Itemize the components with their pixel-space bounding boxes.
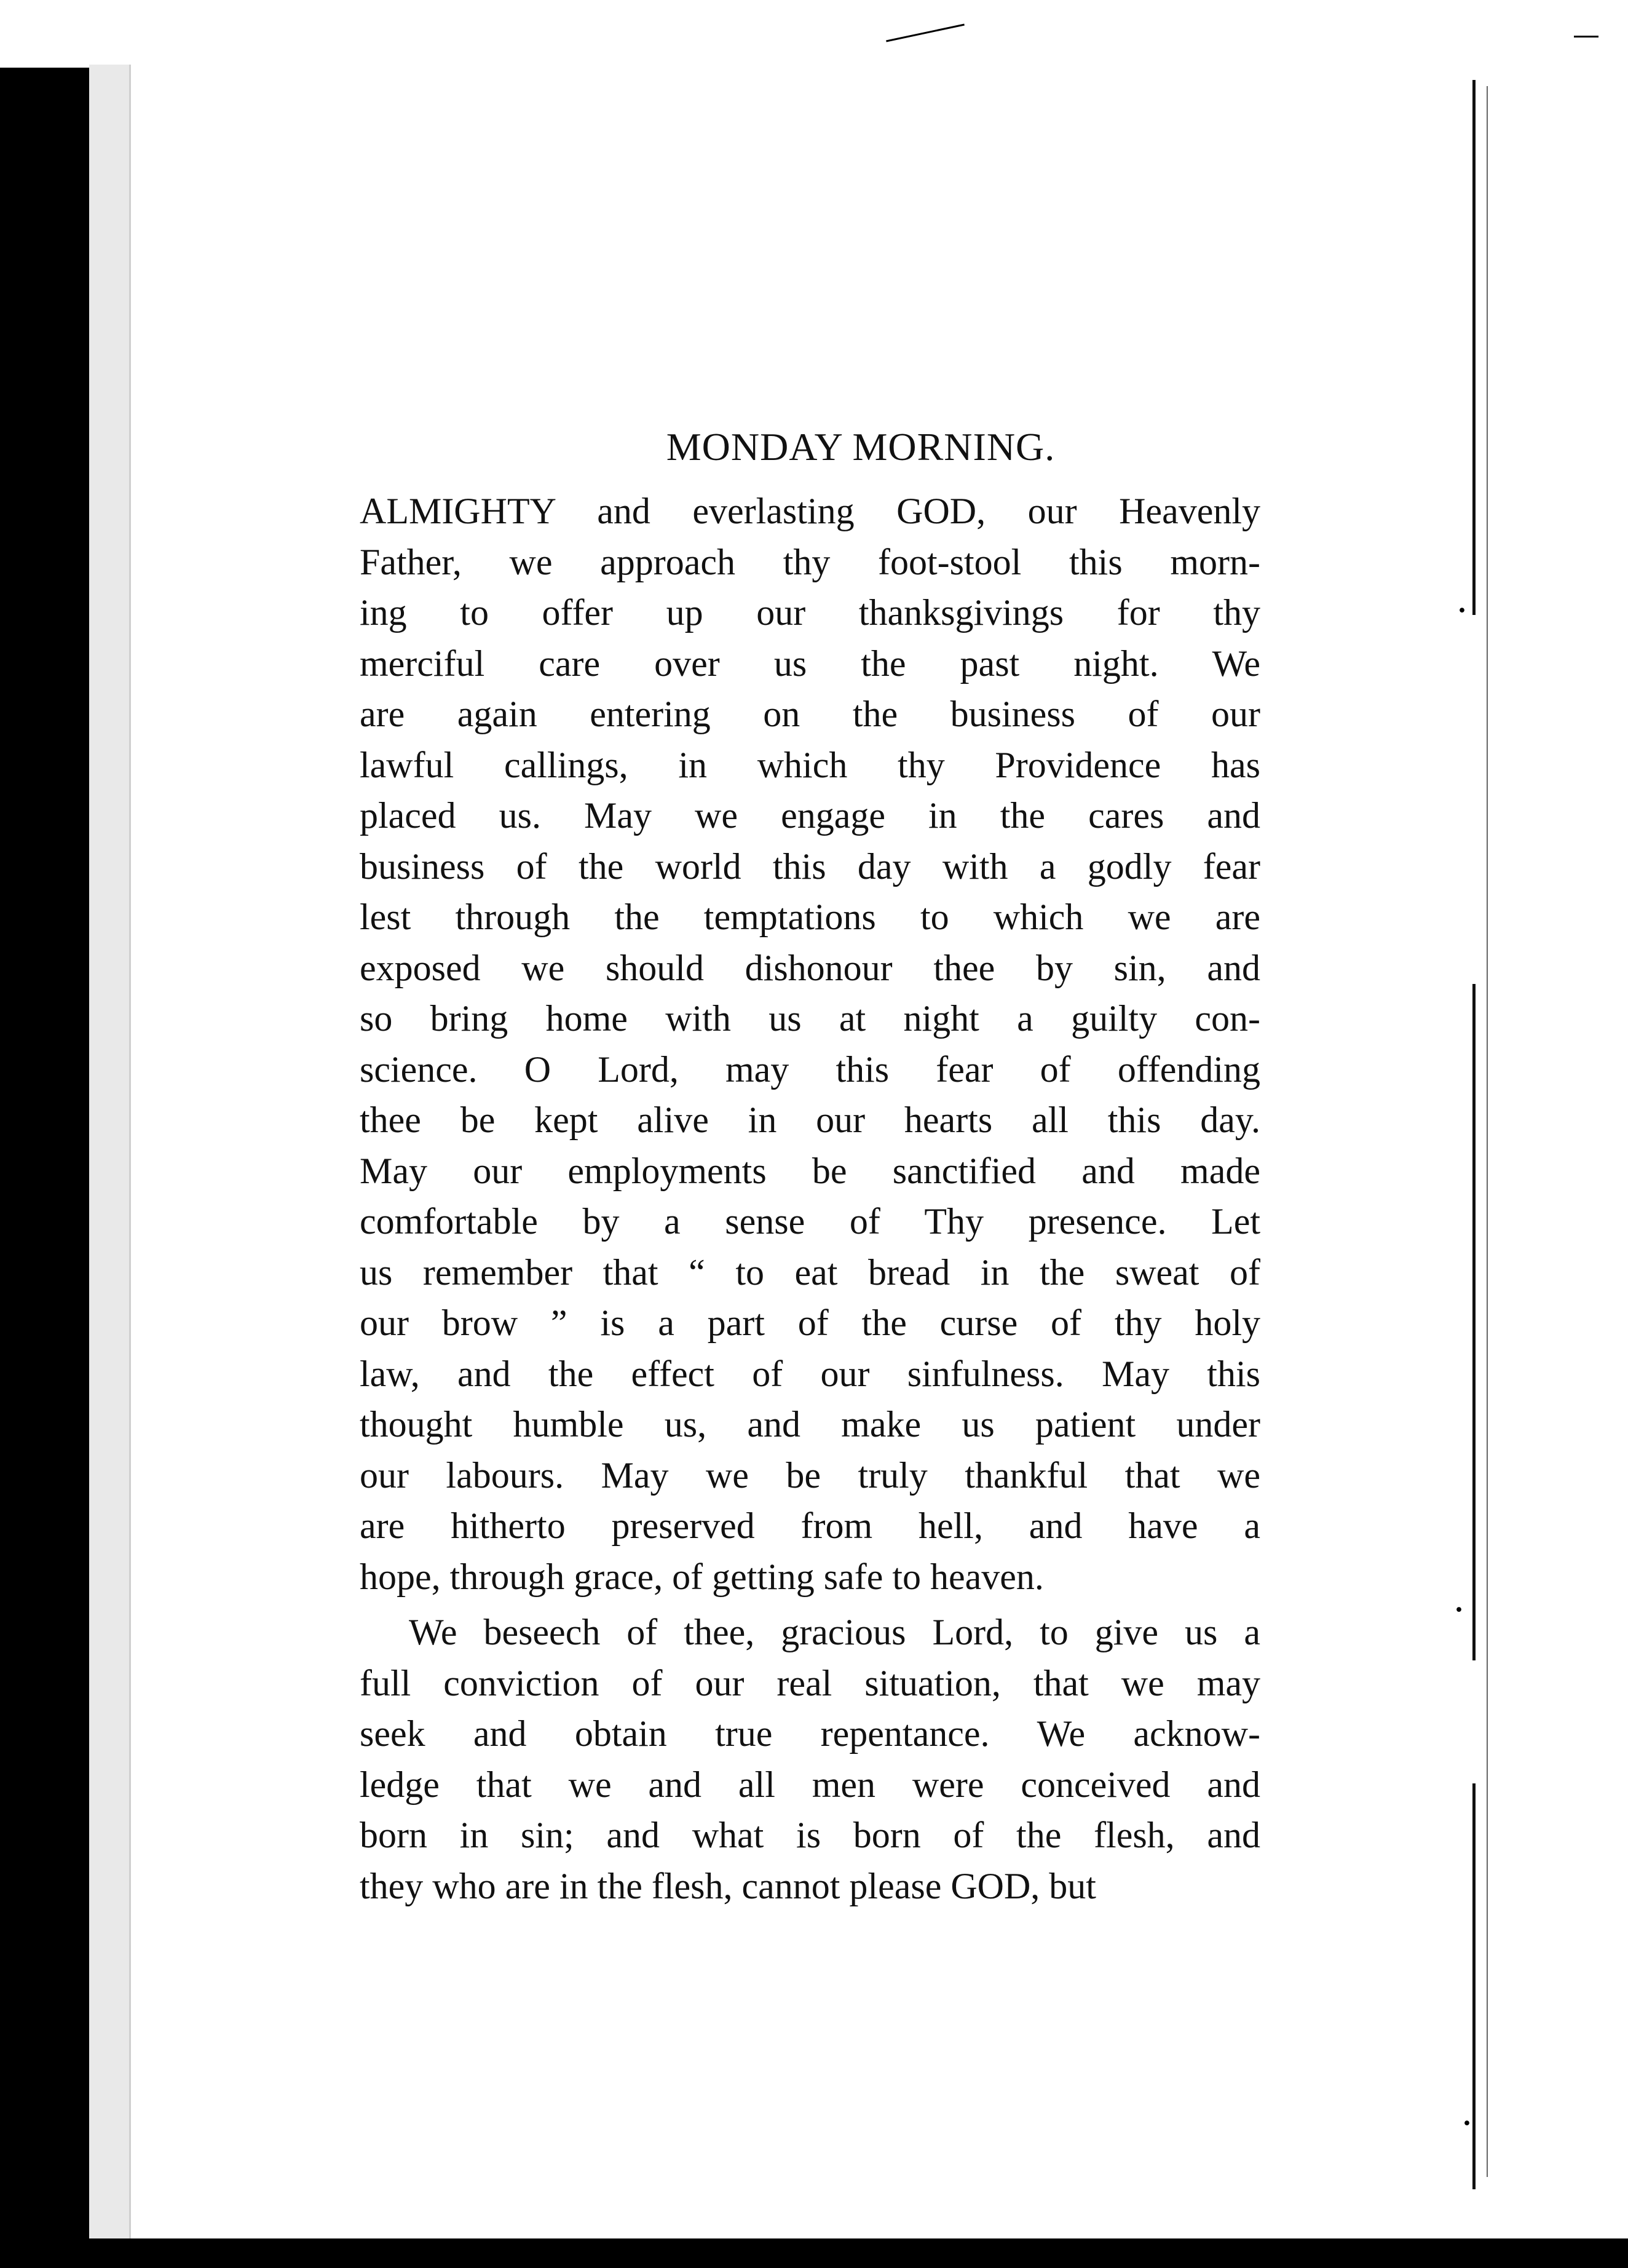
bleed-through-mark: ·	[1454, 1593, 1464, 1626]
text-line: our labours. May we be truly thankful that we	[360, 1454, 1260, 1496]
page-edge-line-thin	[1487, 86, 1488, 2177]
text-line: placed us. May we engage in the cares and	[360, 795, 1260, 836]
page-title: MONDAY MORNING.	[666, 425, 1056, 469]
paragraph	[360, 1607, 1260, 1911]
text-line: Father, we approach thy foot-stool this morn-	[360, 541, 1260, 582]
text-line: lest through the temptations to which we are	[360, 897, 1260, 937]
text-line: ing to offer up our thanksgivings for thy	[360, 592, 1260, 633]
text-line: born in sin; and what is born of the flesh, and	[360, 1815, 1260, 1855]
text-line: thee be kept alive in our hearts all this day.	[360, 1100, 1260, 1140]
page-edge-gap	[1472, 615, 1476, 984]
bleed-through-mark: ·	[1462, 2107, 1472, 2139]
text-line: law, and the effect of our sinfulness. May this	[360, 1353, 1260, 1394]
text-line: us remember that “ to eat bread in the sweat of	[360, 1251, 1260, 1293]
margin-speck: ·	[74, 1510, 81, 1530]
text-line: full conviction of our real situation, that we may	[360, 1662, 1260, 1703]
text-line: they who are in the flesh, cannot please GOD, but	[360, 1865, 1096, 1906]
text-line: comfortable by a sense of Thy presence. Let	[360, 1201, 1260, 1242]
scan-background-top	[0, 0, 1628, 68]
page-edge-gap	[1472, 1660, 1476, 1783]
page-edge-line	[1472, 80, 1476, 2189]
bleed-through-mark: ·	[1457, 594, 1468, 627]
text-line: hope, through grace, of getting safe to heaven.	[360, 1556, 1044, 1597]
text-line: May our employments be sanctified and made	[360, 1150, 1260, 1191]
text-line: ledge that we and all men were conceived and	[360, 1764, 1260, 1805]
adjacent-page-edge	[1466, 65, 1628, 2238]
text-line: our brow ” is a part of the curse of thy holy	[360, 1303, 1260, 1343]
scan-mark	[1574, 36, 1598, 38]
text-line: We beseech of thee, gracious Lord, to give us a	[409, 1612, 1260, 1652]
text-line: ALMIGHTY and everlasting GOD, our Heavenly	[360, 491, 1260, 531]
text-line: lawful callings, in which thy Providence has	[360, 744, 1260, 785]
text-line: are again entering on the business of our	[360, 694, 1260, 734]
text-line: science. O Lord, may this fear of offending	[360, 1049, 1260, 1090]
text-line: business of the world this day with a godly fear	[360, 846, 1260, 887]
text-line: are hitherto preserved from hell, and have a	[360, 1505, 1260, 1546]
text-line: seek and obtain true repentance. We acknow-	[360, 1713, 1260, 1754]
text-line: exposed we should dishonour thee by sin, and	[360, 947, 1260, 988]
text-line: so bring home with us at night a guilty con-	[360, 998, 1260, 1039]
text-line: thought humble us, and make us patient under	[360, 1404, 1260, 1445]
page-gutter	[89, 65, 131, 2238]
paragraph	[360, 486, 1260, 1602]
page-text	[360, 424, 1260, 1911]
text-line: merciful care over us the past night. We	[360, 643, 1260, 684]
